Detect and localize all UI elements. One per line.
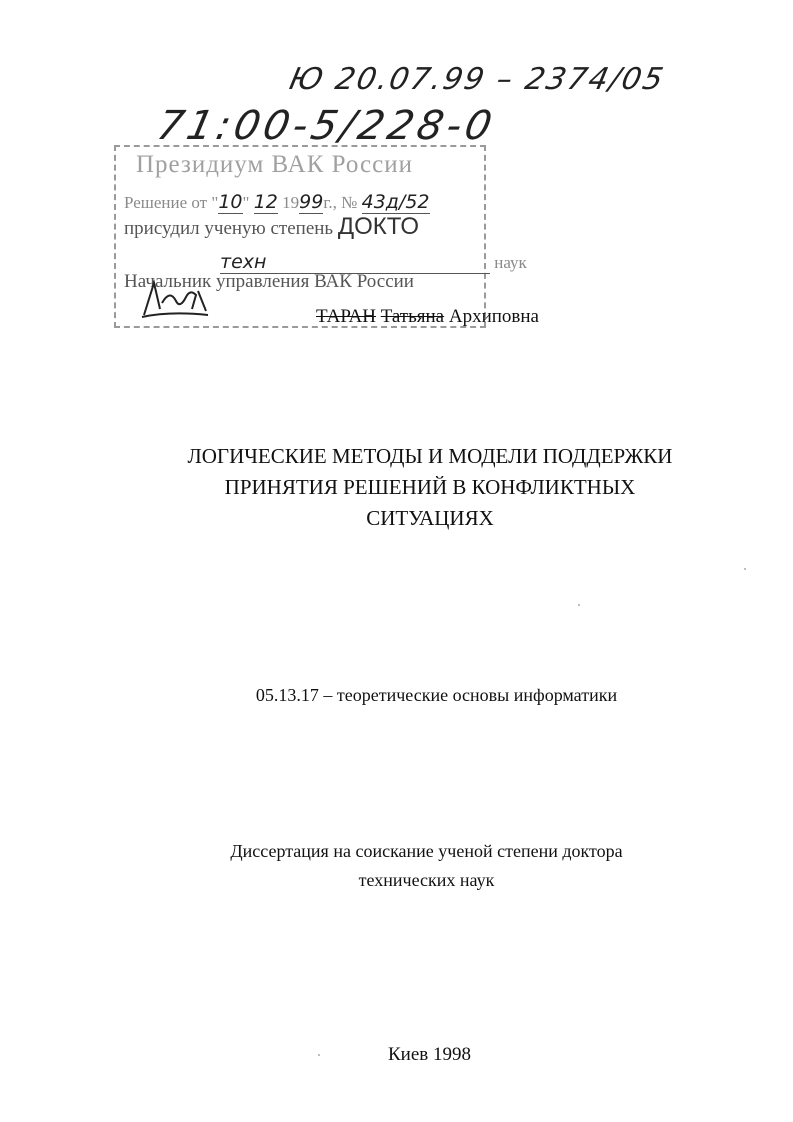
author-first-name: Татьяна: [380, 306, 445, 327]
author-patronymic: Архиповна: [448, 306, 539, 327]
stamp-field-suffix: наук: [494, 253, 527, 272]
stamp-decision-number: 43д/52: [361, 191, 430, 213]
stamp-field-handwritten: техн: [220, 251, 490, 274]
author-surname: ТАРАН: [316, 306, 376, 327]
handwritten-catalog-number: 71:00-5/228-0: [153, 103, 500, 149]
stamp-decision-prefix: Решение от: [124, 193, 208, 212]
dissertation-title: [130, 441, 730, 534]
signature-icon: [140, 275, 210, 320]
specialty-text: 05.13.17 – теоретические основы информатики: [255, 685, 618, 705]
stamp-date-month: 12: [253, 191, 278, 213]
stamp-degree-line: [124, 213, 419, 241]
scan-speck: [578, 604, 580, 606]
place-year-text: Киев 1998: [388, 1044, 471, 1065]
specialty-code: [0, 685, 793, 706]
handwritten-registration-number: Ю 20.07.99 – 2374/05: [286, 62, 668, 97]
title-line-2: ПРИНЯТИЯ РЕШЕНИЙ В КОНФЛИКТНЫХ: [224, 475, 636, 499]
title-line-3: СИТУАЦИЯХ: [366, 506, 494, 530]
stamp-degree-prefix: присудил ученую степень: [124, 218, 334, 239]
title-line-1: ЛОГИЧЕСКИЕ МЕТОДЫ И МОДЕЛИ ПОДДЕРЖКИ: [187, 444, 673, 468]
dissertation-statement: [0, 837, 793, 895]
place-year: [0, 1044, 793, 1066]
dissertation-line-2: технических наук: [358, 870, 495, 890]
author-name: [316, 306, 539, 328]
stamp-year-prefix: 19: [282, 193, 300, 212]
stamp-date-day: 10: [218, 191, 243, 213]
stamp-degree: ДОКТО: [337, 213, 419, 240]
stamp-signatory: Начальник управления ВАК России: [124, 271, 414, 292]
dissertation-line-1: Диссертация на соискание ученой степени доктора: [230, 841, 623, 861]
scan-speck: [744, 568, 746, 570]
stamp-year-suffix: 99: [299, 191, 324, 213]
stamp-number-label: г., №: [323, 193, 358, 212]
scan-speck: [318, 1054, 320, 1056]
stamp-header: Президиум ВАК России: [136, 151, 413, 178]
stamp-decision-line: Решение от "10" 12 1999г., № 43д/52: [124, 191, 430, 213]
